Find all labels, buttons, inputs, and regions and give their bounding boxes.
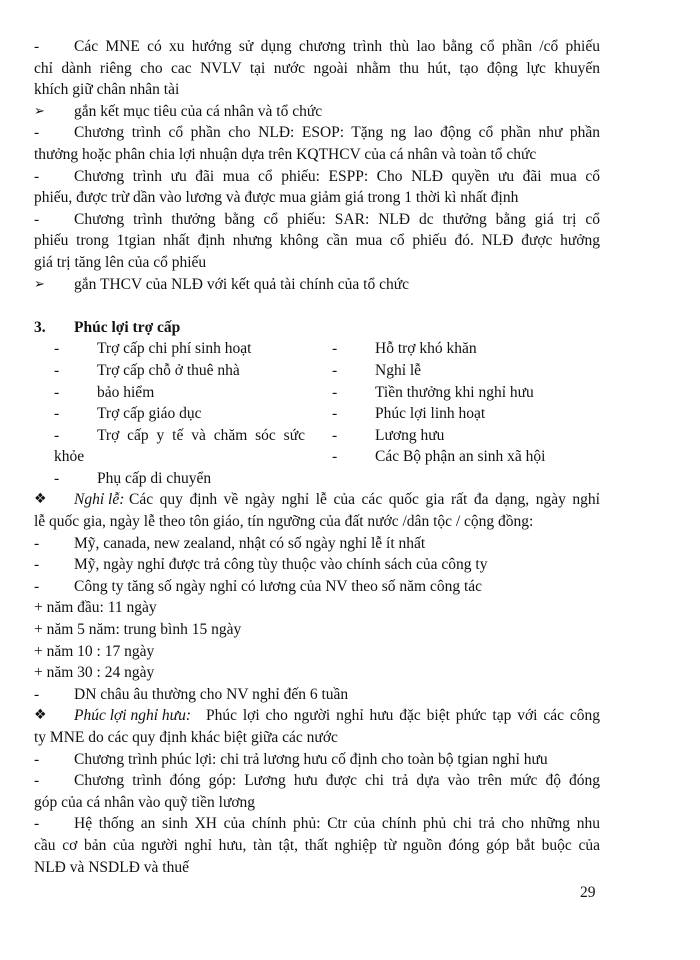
- dash-marker: -: [34, 815, 40, 833]
- text-line: Chương trình cổ phần cho NLĐ: ESOP: Tặng ng lao động cổ phần như phần: [74, 124, 600, 142]
- text-line: NLĐ và NSDLĐ và thuế: [34, 858, 189, 876]
- list-item: [34, 749, 600, 771]
- paragraph-line: [34, 727, 600, 749]
- dash-marker: -: [54, 361, 60, 379]
- benefit-row: [34, 360, 600, 382]
- text-line: phiếu, được trừ dần vào lương và được mua giảm giá trong 1 thời kì nhất định: [34, 189, 519, 207]
- retirement-label: Phúc lợi nghỉ hưu:: [74, 707, 192, 725]
- text-line: thưởng hoặc phân chia lợi nhuận dựa trên KQTHCV của cá nhân và toàn tổ chức: [34, 145, 537, 163]
- dash-marker: -: [332, 426, 338, 444]
- paragraph-line: [34, 122, 600, 144]
- paragraph-line: [34, 252, 600, 274]
- dash-marker: -: [54, 469, 60, 487]
- text-line: Chương trình đóng góp: Lương hưu được chi trả dựa vào trên mức độ đóng: [74, 772, 600, 790]
- benefit-item-left: Trợ cấp giáo dục: [97, 405, 202, 423]
- dash-marker: -: [54, 405, 60, 423]
- benefit-row: [34, 425, 600, 447]
- paragraph-line: [34, 835, 600, 857]
- text-line: gắn THCV của NLĐ với kết quả tài chính của tổ chức: [74, 275, 409, 293]
- list-item: [34, 554, 600, 576]
- bullet-line: [34, 274, 600, 296]
- text-line: + năm 5 năm: trung bình 15 ngày: [34, 621, 242, 639]
- paragraph-line: [34, 230, 600, 252]
- text-line: Hệ thống an sinh XH của chính phủ: Ctr của chính phủ chi trả cho những nhu: [74, 815, 600, 833]
- benefit-item-left: Trợ cấp chi phí sinh hoạt: [97, 340, 252, 358]
- benefit-item-right: Hỗ trợ khó khăn: [375, 340, 477, 358]
- benefit-item-left: Phụ cấp di chuyển: [97, 469, 212, 487]
- dash-marker: -: [34, 124, 40, 142]
- text-line: ty MNE do các quy định khác biệt giữa các nước: [34, 729, 338, 746]
- paragraph-line: [34, 144, 600, 166]
- dash-marker: -: [332, 383, 338, 401]
- benefit-row: [34, 382, 600, 404]
- dash-marker: -: [54, 383, 60, 401]
- benefit-row: [34, 403, 600, 425]
- text-line: giá trị tăng lên của cổ phiếu: [34, 253, 207, 271]
- text-line: Mỹ, canada, new zealand, nhật có số ngày nghỉ lễ ít nhất: [74, 534, 426, 552]
- dash-marker: -: [332, 405, 338, 423]
- dash-marker: -: [34, 750, 40, 768]
- dash-marker: -: [54, 426, 60, 444]
- dash-marker: -: [34, 556, 40, 574]
- text-line: DN châu âu thường cho NV nghỉ đến 6 tuần: [74, 685, 349, 703]
- dash-marker: -: [332, 340, 338, 358]
- paragraph-line: [34, 166, 600, 188]
- benefit-row: [34, 446, 600, 468]
- benefit-item-right: Các Bộ phận an sinh xã hội: [375, 448, 546, 466]
- holiday-label: Nghỉ lễ:: [74, 491, 125, 509]
- plus-item: [34, 641, 600, 663]
- text-line: Phúc lợi cho người nghỉ hưu đặc biệt phức tạp với các công: [206, 707, 600, 725]
- plus-item: [34, 619, 600, 641]
- list-item: [34, 813, 600, 835]
- dash-marker: -: [34, 772, 40, 790]
- benefit-item-right: Lương hưu: [375, 426, 445, 444]
- paragraph-line: [34, 511, 600, 533]
- benefit-row: [34, 338, 600, 360]
- text-line: Công ty tăng số ngày nghỉ có lương của NV theo số năm công tác: [74, 577, 483, 595]
- text-line: + năm 10 : 17 ngày: [34, 642, 155, 660]
- dash-marker: -: [34, 534, 40, 552]
- benefit-item-right: Tiền thưởng khi nghỉ hưu: [375, 383, 534, 401]
- text-line: Chương trình phúc lợi: chi trả lương hưu cố định cho toàn bộ tgian nghỉ hưu: [74, 750, 548, 768]
- text-line: Chương trình thưởng bằng cổ phiếu: SAR: NLĐ dc thưởng bằng giá trị cổ: [74, 210, 600, 228]
- benefit-item-right: Phúc lợi linh hoạt: [375, 405, 486, 423]
- arrow-bullet-icon: ➢: [34, 103, 45, 119]
- section-title: Phúc lợi trợ cấp: [74, 318, 181, 336]
- text-line: lễ quốc gia, ngày lễ theo tôn giáo, tín ngưỡng của đất nước /dân tộc / cộng đồng:: [34, 513, 534, 531]
- dash-marker: -: [34, 577, 40, 595]
- dash-marker: -: [332, 361, 338, 379]
- benefit-item-right: Nghỉ lễ: [375, 361, 422, 379]
- text-line: góp của cá nhân vào quỹ tiền lương: [34, 793, 256, 811]
- document-page: [34, 36, 600, 878]
- paragraph-line: [34, 857, 600, 879]
- dash-marker: -: [34, 685, 40, 703]
- benefit-item-left: bảo hiểm: [97, 383, 155, 401]
- section-number: 3.: [34, 318, 46, 336]
- plus-item: [34, 662, 600, 684]
- text-line: chỉ dành riêng cho cac NVLV tại nước ngoài nhằm thu hút, tạo động lực khuyến: [34, 59, 600, 77]
- benefit-item-left: Trợ cấp y tế và chăm sóc sức: [97, 426, 305, 444]
- dash-marker: -: [34, 210, 40, 228]
- text-line: Mỹ, ngày nghỉ được trả công tùy thuộc vào chính sách của công ty: [74, 556, 488, 574]
- paragraph-line: [34, 705, 600, 727]
- spacer: [34, 295, 600, 317]
- benefit-row: [34, 468, 600, 490]
- list-item: [34, 770, 600, 792]
- text-line: + năm đầu: 11 ngày: [34, 599, 157, 617]
- text-line: cầu cơ bản của người nghỉ hưu, tàn tật, thất nghiệp từ nguồn đóng góp bắt buộc của: [34, 836, 600, 854]
- bullet-line: [34, 101, 600, 123]
- text-line: + năm 30 : 24 ngày: [34, 664, 155, 682]
- dash-marker: -: [332, 448, 338, 466]
- arrow-bullet-icon: ➢: [34, 276, 45, 292]
- text-line: Chương trình ưu đãi mua cổ phiếu: ESPP: Cho NLĐ quyền ưu đãi mua cổ: [74, 167, 600, 185]
- section-heading: [34, 317, 600, 339]
- diamond-bullet-icon: ❖: [34, 491, 47, 508]
- text-line: khích giữ chân nhân tài: [34, 81, 180, 99]
- paragraph-line: [34, 209, 600, 231]
- text-line: Các MNE có xu hướng sử dụng chương trình thù lao bằng cổ phần /cổ phiếu: [74, 38, 600, 55]
- list-item: [34, 684, 600, 706]
- diamond-bullet-icon: ❖: [34, 707, 47, 724]
- paragraph-line: [34, 36, 600, 58]
- benefit-item-left: Trợ cấp chỗ ở thuê nhà: [97, 361, 240, 379]
- text-line: Các quy định về ngày nghỉ lễ của các quốc gia rất đa dạng, ngày nghỉ: [129, 491, 600, 509]
- text-line: gắn kết mục tiêu của cá nhân và tổ chức: [74, 102, 323, 120]
- page-number: 29: [580, 884, 596, 901]
- paragraph-line: [34, 792, 600, 814]
- benefit-item-left-continued: khỏe: [54, 448, 85, 466]
- plus-item: [34, 597, 600, 619]
- list-item: [34, 533, 600, 555]
- text-line: phiếu trong 1tgian nhất định nhưng không cần mua cổ phiếu đó. NLĐ được hưởng: [34, 232, 600, 250]
- list-item: [34, 576, 600, 598]
- paragraph-line: [34, 79, 600, 101]
- dash-marker: -: [34, 38, 40, 55]
- dash-marker: -: [34, 167, 40, 185]
- dash-marker: -: [54, 340, 60, 358]
- paragraph-line: [34, 489, 600, 511]
- paragraph-line: [34, 187, 600, 209]
- paragraph-line: [34, 58, 600, 80]
